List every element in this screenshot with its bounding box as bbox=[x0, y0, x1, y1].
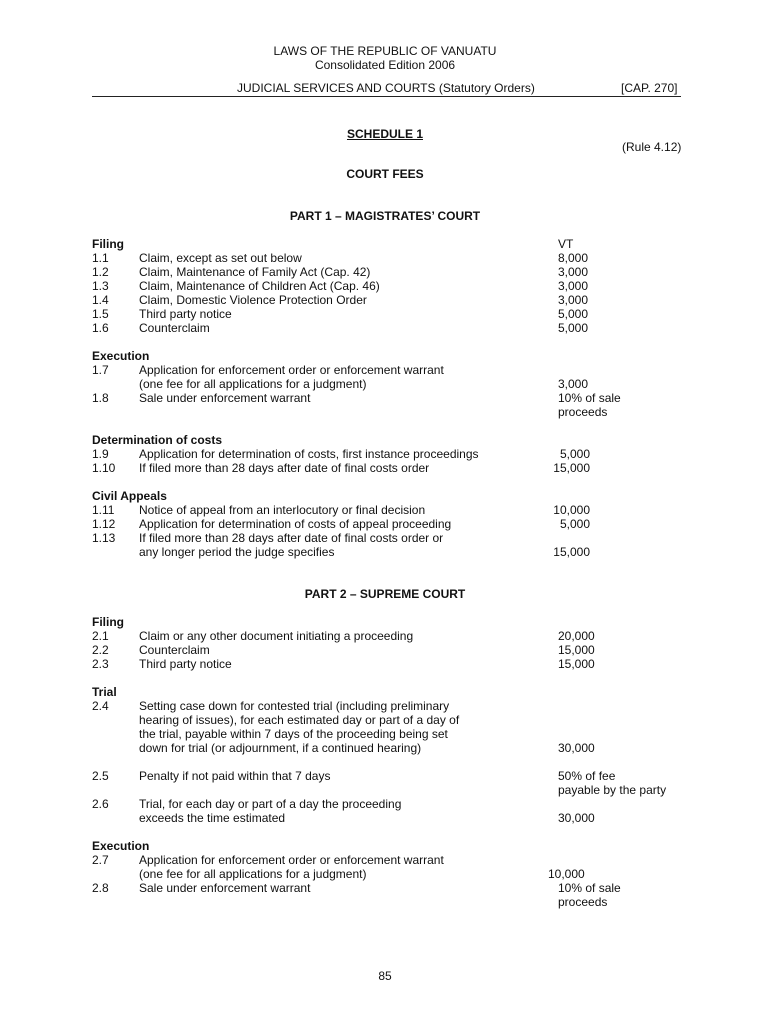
item-fee: 10,000 bbox=[548, 867, 585, 881]
item-fee: 15,000 bbox=[553, 545, 590, 559]
part2-trial-heading: Trial bbox=[92, 685, 117, 699]
currency-label: VT bbox=[558, 237, 574, 251]
item-fee: 3,000 bbox=[558, 293, 589, 307]
item-description: Sale under enforcement warrant bbox=[139, 881, 311, 895]
item-number: 2.4 bbox=[92, 699, 109, 713]
item-fee: 5,000 bbox=[558, 321, 589, 335]
item-fee: 15,000 bbox=[553, 461, 590, 475]
item-fee: 10,000 bbox=[553, 503, 590, 517]
item-number: 1.2 bbox=[92, 265, 109, 279]
item-fee: 50% of fee bbox=[558, 769, 616, 783]
header-cap: [CAP. 270] bbox=[621, 81, 678, 95]
item-description: any longer period the judge specifies bbox=[139, 545, 335, 559]
item-number: 1.10 bbox=[92, 461, 116, 475]
item-description: Claim, except as set out below bbox=[139, 251, 302, 265]
item-description: Claim or any other document initiating a proceeding bbox=[139, 629, 414, 643]
item-number: 1.7 bbox=[92, 363, 109, 377]
item-description: Claim, Domestic Violence Protection Order bbox=[139, 293, 367, 307]
page-number: 85 bbox=[378, 969, 392, 983]
part1-filing-heading: Filing bbox=[92, 237, 124, 251]
item-description: Counterclaim bbox=[139, 643, 210, 657]
item-number: 2.3 bbox=[92, 657, 109, 671]
item-description: the trial, payable within 7 days of the proceeding being set bbox=[139, 727, 448, 741]
item-fee: 10% of sale bbox=[558, 881, 621, 895]
item-description: down for trial (or adjournment, if a continued hearing) bbox=[139, 741, 422, 755]
item-number: 2.1 bbox=[92, 629, 109, 643]
item-description: hearing of issues), for each estimated day or part of a day of bbox=[139, 713, 460, 727]
item-fee: 15,000 bbox=[558, 657, 595, 671]
item-number: 1.9 bbox=[92, 447, 109, 461]
item-number: 1.8 bbox=[92, 391, 109, 405]
item-number: 1.6 bbox=[92, 321, 109, 335]
item-number: 2.8 bbox=[92, 881, 109, 895]
item-fee: 5,000 bbox=[559, 447, 590, 461]
item-number: 1.3 bbox=[92, 279, 109, 293]
part1-execution-heading: Execution bbox=[92, 349, 150, 363]
part1-appeals-heading: Civil Appeals bbox=[92, 489, 167, 503]
item-fee: 8,000 bbox=[558, 251, 589, 265]
part2-execution-heading: Execution bbox=[92, 839, 150, 853]
item-number: 1.12 bbox=[92, 517, 116, 531]
item-description: Third party notice bbox=[139, 657, 232, 671]
item-fee: 10% of sale bbox=[558, 391, 621, 405]
item-description: Claim, Maintenance of Children Act (Cap. 46) bbox=[139, 279, 380, 293]
part2-heading: PART 2 – SUPREME COURT bbox=[304, 587, 466, 601]
item-description: Application for determination of costs of appeal proceeding bbox=[139, 517, 452, 531]
item-fee: 3,000 bbox=[558, 377, 589, 391]
item-fee: 5,000 bbox=[558, 307, 589, 321]
item-number: 1.1 bbox=[92, 251, 109, 265]
rule-reference: (Rule 4.12) bbox=[622, 140, 682, 154]
item-number: 2.5 bbox=[92, 769, 109, 783]
item-description: Penalty if not paid within that 7 days bbox=[139, 769, 331, 783]
item-description: Counterclaim bbox=[139, 321, 210, 335]
part1-costs-heading: Determination of costs bbox=[92, 433, 223, 447]
item-fee: 15,000 bbox=[558, 643, 595, 657]
item-description: Setting case down for contested trial (including preliminary bbox=[139, 699, 450, 713]
item-fee: 30,000 bbox=[558, 811, 595, 825]
item-description: Claim, Maintenance of Family Act (Cap. 42) bbox=[139, 265, 371, 279]
header-act-title: JUDICIAL SERVICES AND COURTS (Statutory Orders) bbox=[237, 81, 535, 95]
item-fee: 3,000 bbox=[558, 279, 589, 293]
item-number: 1.5 bbox=[92, 307, 109, 321]
item-fee: 5,000 bbox=[559, 517, 590, 531]
item-description: exceeds the time estimated bbox=[139, 811, 286, 825]
item-description: Third party notice bbox=[139, 307, 232, 321]
header-laws-title: LAWS OF THE REPUBLIC OF VANUATU bbox=[273, 44, 497, 58]
header-rule bbox=[92, 96, 681, 97]
item-fee: 20,000 bbox=[558, 629, 595, 643]
item-number: 1.4 bbox=[92, 293, 109, 307]
item-fee: proceeds bbox=[558, 405, 608, 419]
item-description: Application for enforcement order or enforcement warrant bbox=[139, 363, 444, 377]
item-number: 2.2 bbox=[92, 643, 109, 657]
schedule-heading: SCHEDULE 1 bbox=[346, 127, 423, 141]
item-description: If filed more than 28 days after date of final costs order bbox=[139, 461, 430, 475]
item-description: (one fee for all applications for a judgment) bbox=[139, 867, 367, 881]
item-fee: 3,000 bbox=[558, 265, 589, 279]
item-number: 1.13 bbox=[92, 531, 116, 545]
item-number: 2.6 bbox=[92, 797, 109, 811]
part1-heading: PART 1 – MAGISTRATES’ COURT bbox=[289, 209, 481, 223]
item-description: Sale under enforcement warrant bbox=[139, 391, 311, 405]
part2-filing-heading: Filing bbox=[92, 615, 124, 629]
item-description: (one fee for all applications for a judgment) bbox=[139, 377, 367, 391]
item-description: Application for enforcement order or enforcement warrant bbox=[139, 853, 444, 867]
item-fee: proceeds bbox=[558, 895, 608, 909]
header-edition: Consolidated Edition 2006 bbox=[314, 58, 456, 72]
item-description: If filed more than 28 days after date of final costs order or bbox=[139, 531, 444, 545]
item-description: Application for determination of costs, first instance proceedings bbox=[139, 447, 479, 461]
court-fees-title: COURT FEES bbox=[346, 167, 424, 181]
item-fee: 30,000 bbox=[558, 741, 595, 755]
item-number: 1.11 bbox=[92, 503, 115, 517]
item-fee: payable by the party bbox=[558, 783, 667, 797]
item-description: Notice of appeal from an interlocutory or final decision bbox=[139, 503, 426, 517]
item-number: 2.7 bbox=[92, 853, 109, 867]
item-description: Trial, for each day or part of a day the proceeding bbox=[139, 797, 402, 811]
